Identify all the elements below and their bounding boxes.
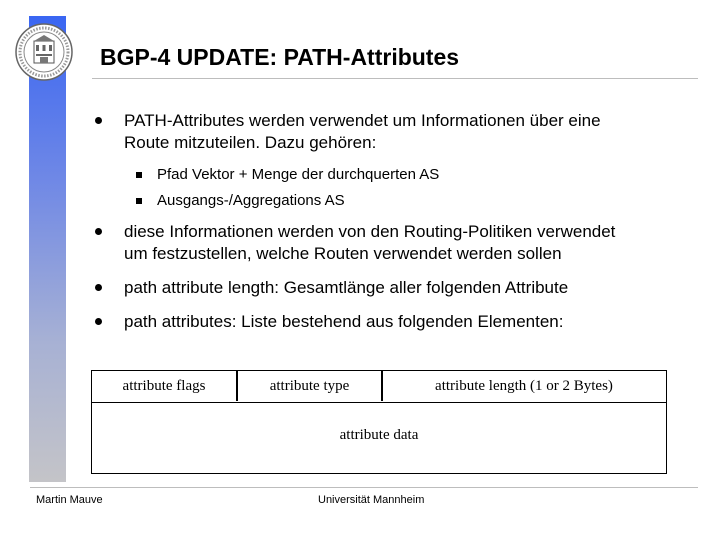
sub-bullet-2: Ausgangs-/Aggregations AS: [157, 192, 345, 209]
sidebar-gradient-bar: [29, 16, 66, 482]
bullet-4-line-1: path attributes: Liste bestehend aus folgenden Elementen:: [124, 312, 564, 331]
bullet-marker: [95, 284, 102, 291]
footer-author: Martin Mauve: [36, 494, 103, 506]
footer-divider: [30, 487, 698, 488]
bullet-2-line-2: um festzustellen, welche Routen verwendet werden sollen: [124, 244, 562, 263]
university-seal-icon: [14, 22, 74, 82]
attribute-type-cell: attribute type: [269, 377, 350, 394]
attribute-flags-cell: attribute flags: [122, 377, 206, 394]
bullet-marker: [95, 117, 102, 124]
slide-title: BGP-4 UPDATE: PATH-Attributes: [100, 44, 460, 70]
bullet-1-line-2: Route mitzuteilen. Dazu gehören:: [124, 133, 377, 152]
attribute-header-row: [92, 371, 666, 403]
sub-bullet-marker: [136, 198, 142, 204]
attribute-data-cell: attribute data: [339, 427, 419, 443]
title-divider: [92, 78, 698, 79]
sub-bullet-1: Pfad Vektor + Menge der durchquerten AS: [157, 166, 440, 183]
sub-bullet-marker: [136, 172, 142, 178]
attribute-length-cell: attribute length (1 or 2 Bytes): [435, 377, 613, 394]
bullet-marker: [95, 318, 102, 325]
attribute-format-table: [91, 370, 667, 474]
bullet-marker: [95, 228, 102, 235]
bullet-1-line-1: PATH-Attributes werden verwendet um Informationen über eine: [124, 111, 601, 130]
footer-institution: Universität Mannheim: [318, 494, 425, 506]
bullet-3-line-1: path attribute length: Gesamtlänge aller folgenden Attribute: [124, 278, 569, 297]
bullet-2-line-1: diese Informationen werden von den Routing-Politiken verwendet: [124, 222, 616, 241]
